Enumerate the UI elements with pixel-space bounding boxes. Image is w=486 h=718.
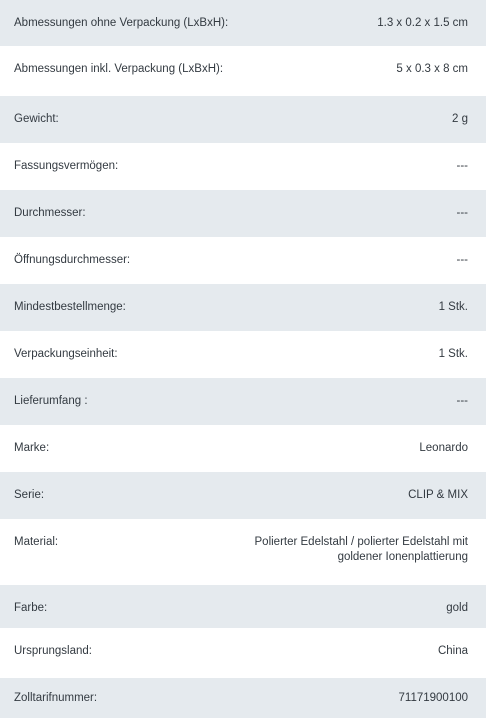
spec-value: --- xyxy=(456,160,468,172)
spec-label: Verpackungseinheit: xyxy=(14,348,118,360)
spec-label: Farbe: xyxy=(14,602,48,614)
spec-row-dimensions-without-packaging xyxy=(0,0,486,46)
spec-row-opening-diameter xyxy=(0,237,486,284)
spec-row-color xyxy=(0,585,486,628)
spec-label: Gewicht: xyxy=(14,113,59,125)
spec-label: Durchmesser: xyxy=(14,207,86,219)
spec-label: Ursprungsland: xyxy=(14,645,92,657)
spec-value: --- xyxy=(456,254,468,266)
spec-label: Fassungsvermögen: xyxy=(14,160,119,172)
spec-value: gold xyxy=(446,602,468,614)
spec-label: Öffnungsdurchmesser: xyxy=(14,254,131,266)
spec-value: 71171900100 xyxy=(398,692,468,704)
spec-row-brand xyxy=(0,425,486,472)
spec-value: CLIP & MIX xyxy=(408,489,468,501)
spec-row-material xyxy=(0,519,486,585)
spec-value: Leonardo xyxy=(419,442,468,454)
spec-value: Polierter Edelstahl / polierter Edelstahl mit goldener Ionenplattierung xyxy=(254,536,468,563)
spec-row-capacity xyxy=(0,143,486,190)
spec-value: --- xyxy=(456,207,468,219)
spec-row-customs-tariff-number xyxy=(0,678,486,718)
spec-label: Abmessungen ohne Verpackung (LxBxH): xyxy=(14,17,229,29)
spec-value: China xyxy=(437,645,468,657)
spec-row-dimensions-with-packaging xyxy=(0,46,486,96)
spec-row-series xyxy=(0,472,486,519)
spec-row-minimum-order xyxy=(0,284,486,331)
spec-row-scope-of-delivery xyxy=(0,378,486,425)
spec-label: Marke: xyxy=(14,442,50,454)
spec-label: Mindestbestellmenge: xyxy=(14,301,126,313)
spec-row-diameter xyxy=(0,190,486,237)
spec-value: --- xyxy=(456,395,468,407)
spec-label: Material: xyxy=(14,536,59,548)
spec-label: Abmessungen inkl. Verpackung (LxBxH): xyxy=(14,63,224,75)
spec-value: 1.3 x 0.2 x 1.5 cm xyxy=(377,17,468,29)
spec-value: 2 g xyxy=(452,113,468,125)
spec-row-country-of-origin xyxy=(0,628,486,678)
spec-row-packaging-unit xyxy=(0,331,486,378)
spec-value: 5 x 0.3 x 8 cm xyxy=(396,63,468,75)
spec-row-weight xyxy=(0,96,486,143)
spec-label: Lieferumfang : xyxy=(14,395,88,407)
spec-value: 1 Stk. xyxy=(438,348,468,360)
spec-label: Serie: xyxy=(14,489,45,501)
spec-label: Zolltarifnummer: xyxy=(14,692,98,704)
spec-value: 1 Stk. xyxy=(438,301,468,313)
